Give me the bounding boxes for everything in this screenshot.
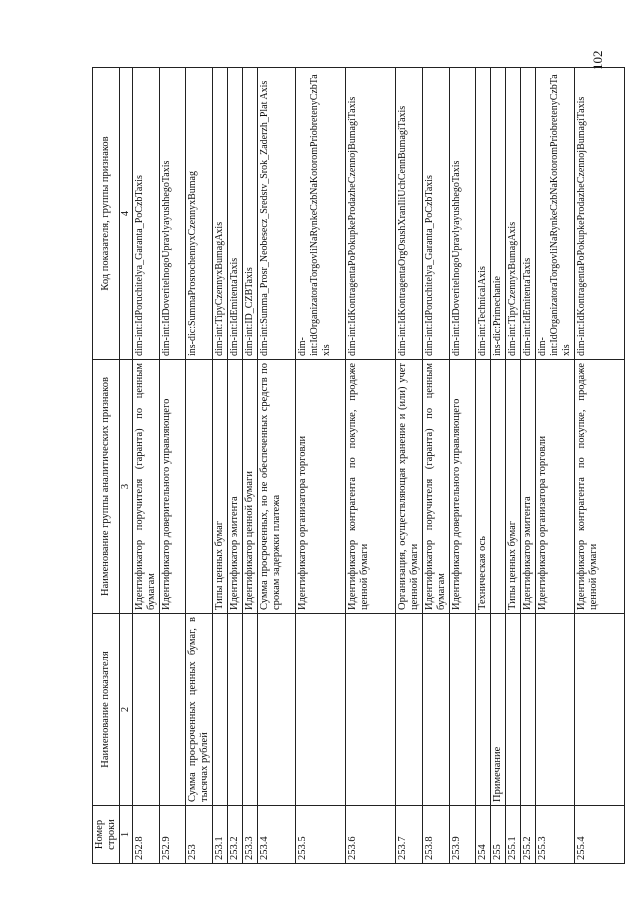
row-number: 253.7 [396,806,423,864]
indicator-code: dim-int:TipyCzennyxBumagAxis [213,68,228,360]
group-name: Идентификатор доверительного управляющего [450,360,476,614]
column-number: 1 [120,806,133,864]
table-row [213,68,228,864]
indicator-code: dim-int:ID_CZBTaxis [243,68,258,360]
header-indicator-name: Наименование показателя [93,614,120,806]
table-row [521,68,536,864]
row-number: 255.4 [575,806,625,864]
row-number: 252.9 [160,806,186,864]
column-number: 3 [120,360,133,614]
row-number: 253.9 [450,806,476,864]
column-numbering-row [120,68,133,864]
column-number: 2 [120,614,133,806]
group-name: Идентификатор доверительного управляющего [160,360,186,614]
table-row [575,68,625,864]
indicator-code: dim-int:IdDoveritelnogoUpravlyayushhegoTaxis [450,68,476,360]
rotated-table-sheet [92,68,599,864]
table-row [160,68,186,864]
row-number: 253.6 [346,806,396,864]
row-number: 255.2 [521,806,536,864]
row-number: 253.1 [213,806,228,864]
table-header-row [93,68,120,864]
indicator-name: Примечание [491,614,506,806]
row-number: 253.8 [423,806,450,864]
indicator-name [521,614,536,806]
indicator-code: dim-int:IdDoveritelnogoUpravlyayushhegoTaxis [160,68,186,360]
table-row [133,68,160,864]
table-row [476,68,491,864]
indicator-name [228,614,243,806]
table-row [536,68,575,864]
group-name: Идентификатор поручителя (гаранта) по ценным бумагам [423,360,450,614]
group-name: Идентификатор эмитента [228,360,243,614]
row-number: 253.5 [296,806,346,864]
group-name: Идентификатор контрагента по покупке, продаже ценной бумаги [346,360,396,614]
group-name [491,360,506,614]
indicator-code: dim-int:IdOrganizatoraTorgovliNaRynkeCzbNaKotoromPriobretenyCzbTaxis [536,68,575,360]
indicator-name [213,614,228,806]
indicator-name [133,614,160,806]
table-row [258,68,296,864]
indicator-name [450,614,476,806]
indicator-code: dim-int:IdKontragentaOrgOsushXranIliUchCennBumagiTaxis [396,68,423,360]
indicator-code: dim-int:IdOrganizatoraTorgovliNaRynkeCzbNaKotoromPriobretenyCzbTaxis [296,68,346,360]
indicator-name [243,614,258,806]
indicator-name [536,614,575,806]
table-row [346,68,396,864]
group-name: Сумма просроченных, но не обеспеченных средств по срокам задержки платежа [258,360,296,614]
row-number: 253.4 [258,806,296,864]
row-number: 255.3 [536,806,575,864]
table-body [133,68,625,864]
indicator-code: dim-int:IdPoruchitelya_Garanta_PoCzbTaxis [423,68,450,360]
row-number: 253.3 [243,806,258,864]
indicator-name [575,614,625,806]
group-name [186,360,213,614]
table-row [228,68,243,864]
group-name: Идентификатор организатора торговли [296,360,346,614]
table-row [506,68,521,864]
group-name: Организация, осуществляющая хранение и (или) учет ценной бумаги [396,360,423,614]
row-number: 255 [491,806,506,864]
row-number: 253 [186,806,213,864]
row-number: 254 [476,806,491,864]
column-number: 4 [120,68,133,360]
table-row [450,68,476,864]
indicator-code: ins-dic:SummaProsrochennyxCzennyxBumag [186,68,213,360]
group-name: Типы ценных бумаг [213,360,228,614]
table-row [423,68,450,864]
indicator-code: dim-int:TipyCzennyxBumagAxis [506,68,521,360]
indicator-code: dim-int:IdKontragentaPoPokupkeProdazheCzennojBumagiTaxis [346,68,396,360]
group-name: Идентификатор поручителя (гаранта) по ценным бумагам [133,360,160,614]
indicator-code: dim-int:TechnicalAxis [476,68,491,360]
group-name: Идентификатор организатора торговли [536,360,575,614]
indicator-code: dim-int:IdPoruchitelya_Garanta_PoCzbTaxis [133,68,160,360]
header-code: Код показателя, группы признаков [93,68,120,360]
indicator-code: dim-int:IdEmitentaTaxis [228,68,243,360]
header-row-number: Номер строки [93,806,120,864]
group-name: Типы ценных бумаг [506,360,521,614]
group-name: Идентификатор контрагента по покупке, продаже ценной бумаги [575,360,625,614]
group-name: Идентификатор ценной бумаги [243,360,258,614]
indicator-code: ins-dic:Primechanie [491,68,506,360]
indicator-name [258,614,296,806]
indicator-name [476,614,491,806]
indicator-name [160,614,186,806]
group-name: Идентификатор эмитента [521,360,536,614]
row-number: 253.2 [228,806,243,864]
indicator-table [92,67,625,864]
indicator-name [346,614,396,806]
header-group-name: Наименование группы аналитических признаков [93,360,120,614]
indicator-code: dim-int:IdEmitentaTaxis [521,68,536,360]
indicator-code: dim-int:Summa_Prosr_Neobesecz_Sredstv_Srok_Zaderzh_Plat Axis [258,68,296,360]
indicator-name: Сумма просроченных ценных бумаг, в тысячах рублей [186,614,213,806]
indicator-name [423,614,450,806]
indicator-name [396,614,423,806]
table-row [296,68,346,864]
page-number: 102 [590,50,605,70]
row-number: 252.8 [133,806,160,864]
indicator-code: dim-int:IdKontragentaPoPokupkeProdazheCzennojBumagiTaxis [575,68,625,360]
row-number: 255.1 [506,806,521,864]
indicator-name [506,614,521,806]
group-name: Техническая ось [476,360,491,614]
table-row [396,68,423,864]
indicator-name [296,614,346,806]
table-row [491,68,506,864]
table-row [186,68,213,864]
table-row [243,68,258,864]
